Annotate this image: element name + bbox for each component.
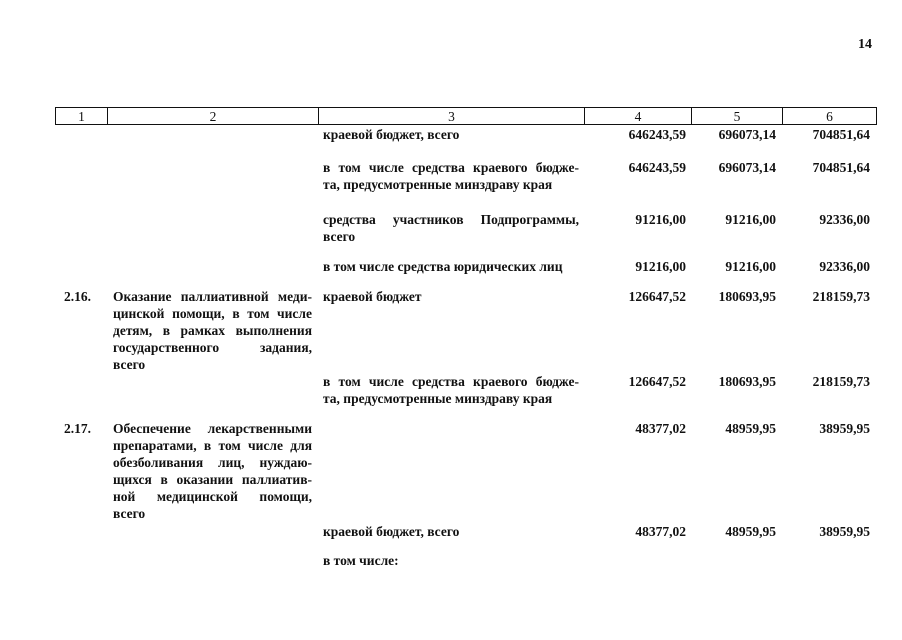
value-col-5: 91216,00: [725, 259, 776, 274]
value-col-5: 180693,95: [718, 374, 776, 389]
funding-source-line: краевой бюджет, всего: [323, 524, 460, 539]
funding-source-line: в том числе средства юридических лиц: [323, 259, 563, 274]
value-col-4: 91216,00: [635, 259, 686, 274]
funding-source: [323, 523, 579, 540]
page-number: 14: [858, 37, 872, 52]
row-name-line: щихся в оказании паллиатив-: [113, 472, 312, 487]
value-col-6: 704851,64: [812, 160, 870, 175]
value-col-6: 38959,95: [819, 524, 870, 539]
value-col-5: 180693,95: [718, 289, 776, 304]
value-col-4: 646243,59: [628, 160, 686, 175]
row-name-line: всего: [113, 506, 146, 521]
value-col-6: 92336,00: [819, 259, 870, 274]
value-col-6: 218159,73: [812, 289, 870, 304]
funding-source: [323, 258, 579, 275]
funding-source-line: та, предусмотренные минздраву края: [323, 177, 553, 192]
value-col-6: 218159,73: [812, 374, 870, 389]
value-col-4: 126647,52: [628, 374, 686, 389]
funding-source-line: в том числе:: [323, 553, 399, 568]
funding-source-line: средства участников Подпрограммы,: [323, 212, 579, 227]
row-name-line: обезболивания лиц, нуждаю-: [113, 455, 312, 470]
row-name: [113, 420, 312, 522]
value-col-4: 48377,02: [635, 524, 686, 539]
row-name: [113, 288, 312, 373]
value-col-4: 646243,59: [628, 127, 686, 142]
column-header-row: [56, 108, 877, 125]
funding-source: [323, 552, 579, 569]
value-col-4: 91216,00: [635, 212, 686, 227]
value-col-6: 704851,64: [812, 127, 870, 142]
column-header-2: 2: [108, 108, 319, 125]
column-header-4: 4: [585, 108, 692, 125]
value-col-6: 92336,00: [819, 212, 870, 227]
column-header-3: 3: [319, 108, 585, 125]
row-number: 2.17.: [64, 421, 91, 436]
row-name-line: препаратами, в том числе для: [113, 438, 312, 453]
column-header-5: 5: [692, 108, 783, 125]
value-col-6: 38959,95: [819, 421, 870, 436]
row-name-line: Обеспечение лекарственными: [113, 421, 312, 436]
funding-source: [323, 211, 579, 245]
value-col-5: 696073,14: [718, 127, 776, 142]
row-number: 2.16.: [64, 289, 91, 304]
column-header-1: 1: [56, 108, 108, 125]
row-name-line: всего: [113, 357, 146, 372]
funding-source-line: в том числе средства краевого бюдже-: [323, 374, 579, 389]
funding-source-line: всего: [323, 229, 356, 244]
funding-source-line: в том числе средства краевого бюдже-: [323, 160, 579, 175]
column-header-6: 6: [783, 108, 877, 125]
value-col-5: 48959,95: [725, 524, 776, 539]
row-name-line: Оказание паллиативной меди-: [113, 289, 312, 304]
row-name-line: детям, в рамках выполнения: [113, 323, 312, 338]
row-name-line: цинской помощи, в том числе: [113, 306, 312, 321]
funding-source-line: краевой бюджет, всего: [323, 127, 460, 142]
funding-source: [323, 373, 579, 407]
funding-source: [323, 159, 579, 193]
value-col-5: 48959,95: [725, 421, 776, 436]
value-col-5: 91216,00: [725, 212, 776, 227]
funding-source: [323, 126, 579, 143]
row-name-line: государственного задания,: [113, 340, 312, 355]
value-col-5: 696073,14: [718, 160, 776, 175]
row-name-line: ной медицинской помощи,: [113, 489, 312, 504]
funding-source-line: та, предусмотренные минздраву края: [323, 391, 553, 406]
funding-source: [323, 288, 579, 305]
value-col-4: 126647,52: [628, 289, 686, 304]
column-header-table: [55, 107, 877, 125]
funding-source-line: краевой бюджет: [323, 289, 422, 304]
value-col-4: 48377,02: [635, 421, 686, 436]
